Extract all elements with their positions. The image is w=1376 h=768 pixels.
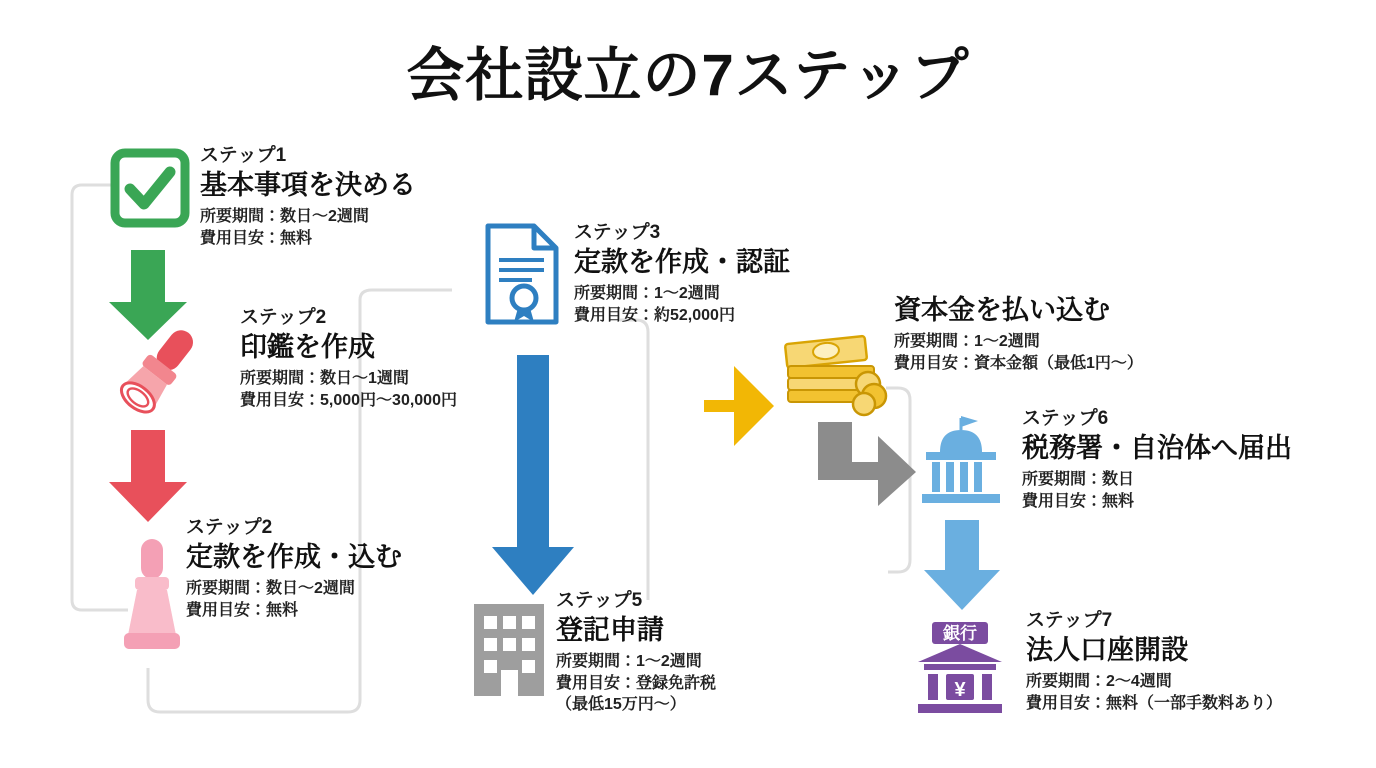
step3-cost: 費用目安：約52,000円 (574, 306, 735, 324)
step2b-label: ステップ2 (186, 517, 273, 538)
step1-duration: 所要期間：数日〜2週間 (200, 208, 369, 226)
arrow-yellow-up (648, 358, 778, 618)
arrow-lightblue-down (920, 520, 1004, 610)
arrow-gray-right (812, 418, 922, 508)
step4-duration: 所要期間：1〜2週間 (894, 333, 1040, 351)
step1-cost: 費用目安：無料 (200, 229, 313, 247)
step3-title: 定款を作成・認証 (574, 246, 790, 277)
step3-duration: 所要期間：1〜2週間 (574, 285, 720, 303)
step5-label: ステップ5 (556, 590, 643, 611)
svg-text:¥: ¥ (954, 679, 966, 701)
step3-label: ステップ3 (574, 222, 661, 243)
step4-meta (894, 331, 1143, 374)
step2b-title: 定款を作成・込む (186, 541, 402, 572)
bank-icon (910, 618, 1010, 718)
step2-title: 印鑑を作成 (240, 331, 375, 362)
step2b-duration: 所要期間：数日〜2週間 (186, 580, 355, 598)
step3-meta (574, 283, 790, 326)
step5-duration: 所要期間：1〜2週間 (556, 653, 702, 671)
step6-duration: 所要期間：数日 (1022, 471, 1135, 489)
stamp-icon (112, 318, 202, 428)
step2-meta (240, 368, 457, 411)
svg-text:銀行: 銀行 (943, 624, 977, 643)
step1-title: 基本事項を決める (200, 169, 416, 200)
step7-label: ステップ7 (1026, 610, 1113, 631)
building-icon (470, 598, 548, 698)
step2-duration: 所要期間：数日〜1週間 (240, 370, 409, 388)
step1-text-block (200, 145, 416, 249)
step6-cost: 費用目安：無料 (1022, 492, 1135, 510)
step5-title: 登記申請 (556, 614, 664, 645)
step6-title: 税務署・自治体へ届出 (1022, 432, 1292, 463)
cash-stack-icon (782, 330, 892, 420)
step6-text-block (1022, 408, 1292, 512)
step4-cost: 費用目安：資本金額（最低1円〜） (894, 354, 1143, 372)
step7-text-block (1026, 610, 1282, 714)
arrow-red-down (105, 430, 191, 522)
arrow-blue-down (488, 355, 578, 595)
step7-cost: 費用目安：無料（一部手数料あり） (1026, 694, 1283, 712)
step2b-meta (186, 578, 402, 621)
document-seal-icon (482, 222, 564, 327)
step4-text-block (894, 292, 1143, 375)
step7-meta (1026, 671, 1282, 714)
check-box-icon (110, 148, 190, 228)
step2-cost: 費用目安：5,000円〜30,000円 (240, 391, 457, 409)
step5-cost: 費用目安：登録免許税 (556, 674, 717, 692)
step2b-text-block (186, 517, 402, 621)
step2b-cost: 費用目安：無料 (186, 601, 299, 619)
government-building-icon (916, 412, 1006, 504)
step3-text-block (574, 222, 790, 326)
step4-title: 資本金を払い込む (894, 295, 1110, 325)
page-title: 会社設立の7ステップ (406, 43, 970, 108)
step2-text-block (240, 307, 457, 411)
step2-label: ステップ2 (240, 307, 327, 328)
step5-meta (556, 651, 716, 716)
step6-label: ステップ6 (1022, 408, 1109, 429)
step7-duration: 所要期間：2〜4週間 (1026, 673, 1172, 691)
step6-meta (1022, 469, 1292, 512)
step1-label: ステップ1 (200, 145, 287, 166)
step5-cost-note: （最低15万円〜） (556, 696, 686, 714)
step7-title: 法人口座開設 (1026, 634, 1188, 665)
pink-stamp-icon (116, 535, 188, 657)
step1-meta (200, 206, 416, 249)
